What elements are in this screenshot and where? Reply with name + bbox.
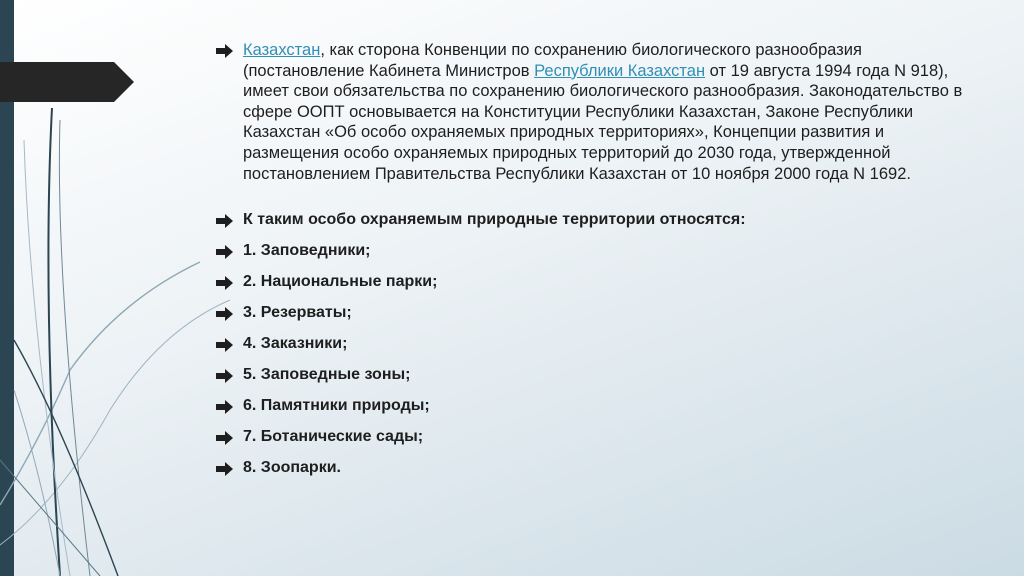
protected-areas-list — [216, 210, 976, 489]
list-item — [216, 303, 976, 334]
arrow-bullet-icon — [216, 276, 234, 290]
kazakhstan-link[interactable]: Казахстан — [243, 41, 321, 59]
arrow-bullet-icon — [216, 338, 234, 352]
arrow-bullet-icon — [216, 400, 234, 414]
title-tab-arrow — [0, 62, 134, 102]
list-item — [216, 334, 976, 365]
arrow-bullet-icon — [216, 307, 234, 321]
arrow-bullet-icon — [216, 245, 234, 259]
list-item-text: 6. Памятники природы; — [243, 397, 430, 415]
list-item-text: 5. Заповедные зоны; — [243, 366, 411, 384]
list-item-text: 2. Национальные парки; — [243, 273, 438, 291]
arrow-bullet-icon — [216, 431, 234, 445]
list-item-text: 1. Заповедники; — [243, 242, 371, 260]
paragraph-text-part1: , как сторона Конвенции по сохранению биологического разнообразия (постановление Кабинета Министров — [243, 41, 862, 80]
list-item-text: 3. Резерваты; — [243, 304, 352, 322]
arrow-bullet-icon — [216, 44, 234, 58]
list-heading-text: К таким особо охраняемым природные территории относятся: — [243, 211, 746, 229]
list-item-text: 8. Зоопарки. — [243, 459, 341, 477]
list-item — [216, 458, 976, 489]
list-item-text: 7. Ботанические сады; — [243, 428, 424, 446]
arrow-bullet-icon — [216, 214, 234, 228]
list-heading — [216, 210, 976, 241]
paragraph-text — [243, 40, 968, 184]
list-item — [216, 241, 976, 272]
list-item — [216, 365, 976, 396]
paragraph-text-part2: от 19 августа 1994 года N 918), имеет свои обязательства по сохранению биологического разнообразия. Законодательство в сфере ООПТ основывается на Конституции Республики Казахстан, Законе Республики Казахстан «Об особо охраняемых природных территориях», Концепции развития и размещения особо охраняемых природных территорий до 2030 года, утвержденной постановлением Правительства Республики Казахстан от 10 ноября 2000 года N 1692. — [243, 61, 963, 183]
intro-paragraph — [216, 40, 976, 184]
list-item — [216, 272, 976, 303]
list-item-text: 4. Заказники; — [243, 335, 348, 353]
list-item — [216, 427, 976, 458]
list-item — [216, 396, 976, 427]
arrow-bullet-icon — [216, 369, 234, 383]
arrow-bullet-icon — [216, 462, 234, 476]
slide-content — [216, 40, 976, 489]
republic-kazakhstan-link[interactable]: Республики Казахстан — [534, 61, 706, 80]
